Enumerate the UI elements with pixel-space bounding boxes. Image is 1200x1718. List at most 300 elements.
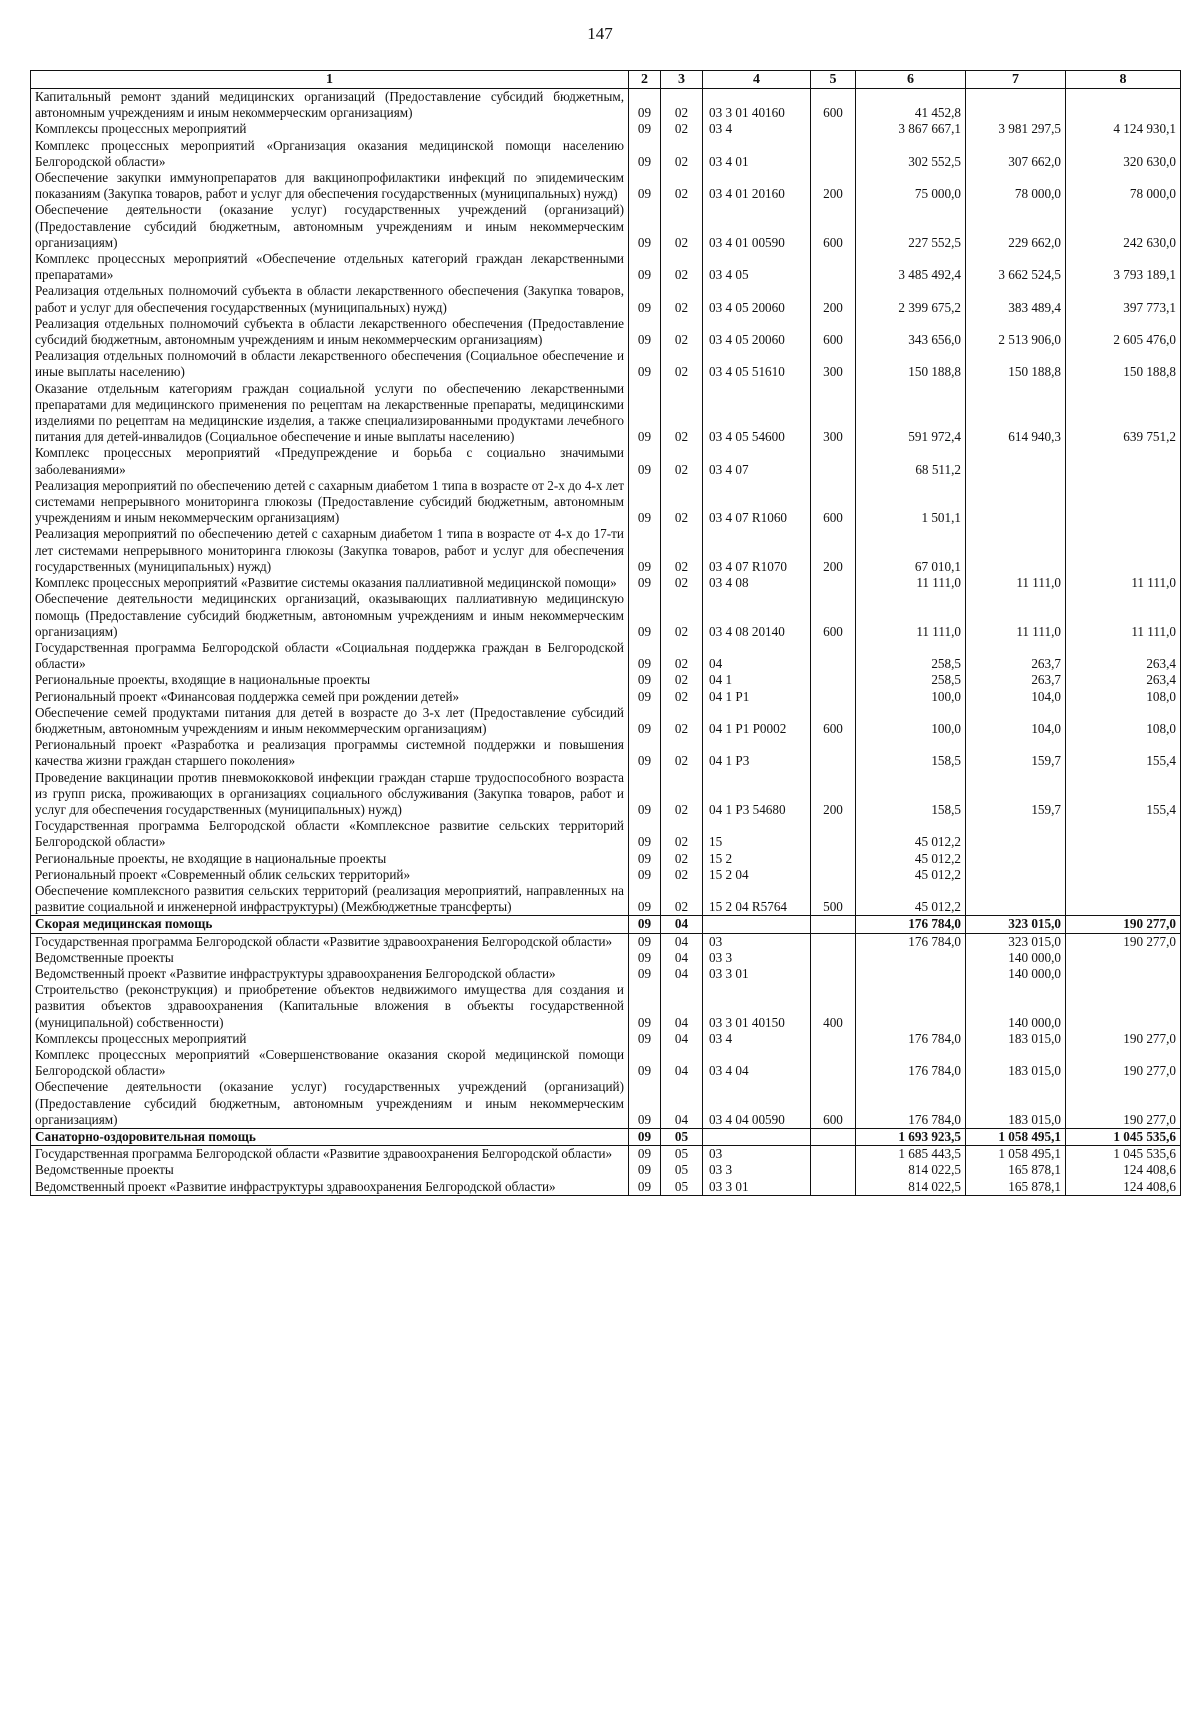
- target-article-code: 03 4 08: [703, 575, 811, 591]
- column-number-header: 6: [856, 71, 966, 89]
- row-name: Ведомственный проект «Развитие инфраструктуры здравоохранения Белгородской области»: [31, 966, 629, 982]
- table-row: [31, 1162, 1181, 1178]
- amount-year-2: [966, 89, 1066, 122]
- section-code: 09: [629, 933, 661, 950]
- amount-year-3: [1066, 966, 1181, 982]
- amount-year-1: 100,0: [856, 689, 966, 705]
- expense-type-code: [811, 138, 856, 170]
- expense-type-code: 600: [811, 478, 856, 527]
- section-code: 09: [629, 1162, 661, 1178]
- target-article-code: 03 4 05 54600: [703, 381, 811, 446]
- amount-year-2: 150 188,8: [966, 348, 1066, 380]
- amount-year-3: 78 000,0: [1066, 170, 1181, 202]
- row-name: Ведомственные проекты: [31, 1162, 629, 1178]
- subsection-code: 02: [661, 591, 703, 640]
- section-row: [31, 1129, 1181, 1146]
- target-article-code: 03 4 07 R1060: [703, 478, 811, 527]
- amount-year-1: 45 012,2: [856, 851, 966, 867]
- subsection-code: 02: [661, 202, 703, 251]
- amount-year-1: 343 656,0: [856, 316, 966, 348]
- target-article-code: 03 4 05 20060: [703, 316, 811, 348]
- expense-type-code: 200: [811, 283, 856, 315]
- target-article-code: 03 4 07: [703, 445, 811, 477]
- section-code: 09: [629, 478, 661, 527]
- section-code: 09: [629, 170, 661, 202]
- amount-year-3: [1066, 89, 1181, 122]
- table-row: [31, 575, 1181, 591]
- subsection-code: 02: [661, 851, 703, 867]
- row-name: Реализация отдельных полномочий субъекта в области лекарственного обеспечения (Предоставление субсидий бюджетным, автономным учреждениям и иным некоммерческим организациям): [31, 316, 629, 348]
- column-number-header-row: [31, 71, 1181, 89]
- column-number-header: 2: [629, 71, 661, 89]
- target-article-code: 03: [703, 1146, 811, 1163]
- row-name: Региональные проекты, входящие в национальные проекты: [31, 672, 629, 688]
- subsection-code: 02: [661, 121, 703, 137]
- table-row: [31, 251, 1181, 283]
- row-name: Скорая медицинская помощь: [31, 916, 629, 933]
- expense-type-code: 600: [811, 89, 856, 122]
- expense-type-code: [811, 689, 856, 705]
- expense-type-code: [811, 672, 856, 688]
- amount-year-2: 614 940,3: [966, 381, 1066, 446]
- amount-year-1: 814 022,5: [856, 1179, 966, 1196]
- table-row: [31, 818, 1181, 850]
- amount-year-2: [966, 445, 1066, 477]
- amount-year-2: 183 015,0: [966, 1031, 1066, 1047]
- expense-type-code: [811, 867, 856, 883]
- row-name: Ведомственный проект «Развитие инфраструктуры здравоохранения Белгородской области»: [31, 1179, 629, 1196]
- row-name: Реализация отдельных полномочий субъекта в области лекарственного обеспечения (Закупка товаров, работ и услуг для обеспечения государственных (муниципальных) нужд): [31, 283, 629, 315]
- expense-type-code: [811, 851, 856, 867]
- amount-year-1: 176 784,0: [856, 1047, 966, 1079]
- subsection-code: 04: [661, 950, 703, 966]
- expense-type-code: 600: [811, 1079, 856, 1128]
- row-name: Государственная программа Белгородской области «Социальная поддержка граждан в Белгородской области»: [31, 640, 629, 672]
- table-row: [31, 883, 1181, 916]
- amount-year-3: 124 408,6: [1066, 1162, 1181, 1178]
- amount-year-2: [966, 478, 1066, 527]
- amount-year-1: 68 511,2: [856, 445, 966, 477]
- subsection-code: 04: [661, 1047, 703, 1079]
- section-code: 09: [629, 672, 661, 688]
- target-article-code: 03 4 05: [703, 251, 811, 283]
- amount-year-1: [856, 982, 966, 1031]
- section-code: 09: [629, 966, 661, 982]
- expense-type-code: [811, 950, 856, 966]
- target-article-code: 03 3 01: [703, 1179, 811, 1196]
- table-row: [31, 950, 1181, 966]
- section-code: 09: [629, 1047, 661, 1079]
- row-name: Обеспечение семей продуктами питания для детей в возрасте до 3-х лет (Предоставление субсидий бюджетным, автономным учреждениям и иным некоммерческим организациям): [31, 705, 629, 737]
- expense-type-code: 300: [811, 348, 856, 380]
- amount-year-2: 307 662,0: [966, 138, 1066, 170]
- amount-year-1: 100,0: [856, 705, 966, 737]
- row-name: Государственная программа Белгородской области «Развитие здравоохранения Белгородской области»: [31, 933, 629, 950]
- target-article-code: 04 1 P1: [703, 689, 811, 705]
- amount-year-2: 140 000,0: [966, 950, 1066, 966]
- section-code: 09: [629, 770, 661, 819]
- subsection-code: 02: [661, 283, 703, 315]
- section-code: 09: [629, 818, 661, 850]
- row-name: Комплекс процессных мероприятий «Организация оказания медицинской помощи населению Белгородской области»: [31, 138, 629, 170]
- section-code: 09: [629, 640, 661, 672]
- row-name: Государственная программа Белгородской области «Комплексное развитие сельских территорий Белгородской области»: [31, 818, 629, 850]
- amount-year-3: [1066, 478, 1181, 527]
- amount-year-2: [966, 867, 1066, 883]
- section-code: 09: [629, 1129, 661, 1146]
- subsection-code: 02: [661, 867, 703, 883]
- expense-type-code: 500: [811, 883, 856, 916]
- amount-year-3: [1066, 851, 1181, 867]
- amount-year-1: 1 693 923,5: [856, 1129, 966, 1146]
- expense-type-code: 200: [811, 170, 856, 202]
- amount-year-3: 2 605 476,0: [1066, 316, 1181, 348]
- amount-year-2: 183 015,0: [966, 1079, 1066, 1128]
- subsection-code: 02: [661, 445, 703, 477]
- row-name: Обеспечение комплексного развития сельских территорий (реализация мероприятий, направленных на развитие социальной и инженерной инфраструктуры) (Межбюджетные трансферты): [31, 883, 629, 916]
- table-row: [31, 591, 1181, 640]
- expense-type-code: [811, 737, 856, 769]
- amount-year-1: 258,5: [856, 672, 966, 688]
- row-name: Санаторно-оздоровительная помощь: [31, 1129, 629, 1146]
- table-row: [31, 933, 1181, 950]
- amount-year-1: [856, 966, 966, 982]
- row-name: Комплекс процессных мероприятий «Совершенствование оказания скорой медицинской помощи Белгородской области»: [31, 1047, 629, 1079]
- amount-year-2: 140 000,0: [966, 982, 1066, 1031]
- table-row: [31, 1179, 1181, 1196]
- row-name: Обеспечение деятельности медицинских организаций, оказывающих паллиативную медицинскую помощь (Предоставление субсидий бюджетным, автономным учреждениям и иным некоммерческим организациям): [31, 591, 629, 640]
- amount-year-3: [1066, 867, 1181, 883]
- subsection-code: 02: [661, 705, 703, 737]
- table-row: [31, 1031, 1181, 1047]
- expense-type-code: [811, 640, 856, 672]
- amount-year-1: 11 111,0: [856, 575, 966, 591]
- amount-year-1: 258,5: [856, 640, 966, 672]
- amount-year-1: 302 552,5: [856, 138, 966, 170]
- table-row: [31, 526, 1181, 575]
- amount-year-1: 75 000,0: [856, 170, 966, 202]
- amount-year-1: 3 485 492,4: [856, 251, 966, 283]
- amount-year-2: [966, 818, 1066, 850]
- expense-type-code: [811, 445, 856, 477]
- section-code: 09: [629, 1031, 661, 1047]
- amount-year-2: [966, 883, 1066, 916]
- section-code: 09: [629, 316, 661, 348]
- column-number-header: 4: [703, 71, 811, 89]
- target-article-code: 03: [703, 933, 811, 950]
- amount-year-3: 190 277,0: [1066, 916, 1181, 933]
- amount-year-3: 3 793 189,1: [1066, 251, 1181, 283]
- subsection-code: 02: [661, 737, 703, 769]
- table-row: [31, 770, 1181, 819]
- target-article-code: 03 4: [703, 121, 811, 137]
- amount-year-3: 1 045 535,6: [1066, 1129, 1181, 1146]
- subsection-code: 02: [661, 640, 703, 672]
- column-number-header: 5: [811, 71, 856, 89]
- amount-year-1: 45 012,2: [856, 867, 966, 883]
- amount-year-2: 3 981 297,5: [966, 121, 1066, 137]
- amount-year-1: 227 552,5: [856, 202, 966, 251]
- amount-year-3: [1066, 950, 1181, 966]
- subsection-code: 02: [661, 138, 703, 170]
- amount-year-3: 11 111,0: [1066, 575, 1181, 591]
- row-name: Реализация мероприятий по обеспечению детей с сахарным диабетом 1 типа в возрасте от 2-х до 4-х лет системами непрерывного мониторинга глюкозы (Предоставление субсидий бюджетным, автономным учреждениям и иным некоммерческим организациям): [31, 478, 629, 527]
- section-code: 09: [629, 445, 661, 477]
- amount-year-2: [966, 851, 1066, 867]
- subsection-code: 05: [661, 1179, 703, 1196]
- target-article-code: 03 4 01 20160: [703, 170, 811, 202]
- amount-year-3: 639 751,2: [1066, 381, 1181, 446]
- amount-year-3: 190 277,0: [1066, 1047, 1181, 1079]
- section-code: 09: [629, 121, 661, 137]
- section-code: 09: [629, 883, 661, 916]
- subsection-code: 05: [661, 1129, 703, 1146]
- amount-year-3: [1066, 526, 1181, 575]
- target-article-code: 04 1: [703, 672, 811, 688]
- expense-type-code: 600: [811, 591, 856, 640]
- table-row: [31, 1047, 1181, 1079]
- amount-year-2: 263,7: [966, 640, 1066, 672]
- expense-type-code: [811, 1031, 856, 1047]
- row-name: Оказание отдельным категориям граждан социальной услуги по обеспечению лекарственными препаратами для медицинского применения по рецептам на лекарственные препараты, медицинскими изделиями по рецептам на медицинские изделия, а также специализированными продуктами лечебного питания для детей-инвалидов (Социальное обеспечение и иные выплаты населению): [31, 381, 629, 446]
- section-code: 09: [629, 1079, 661, 1128]
- expense-type-code: [811, 121, 856, 137]
- section-code: 09: [629, 916, 661, 933]
- target-article-code: 15: [703, 818, 811, 850]
- expense-type-code: [811, 1146, 856, 1163]
- amount-year-1: 176 784,0: [856, 1031, 966, 1047]
- row-name: Строительство (реконструкция) и приобретение объектов недвижимого имущества для создания и развития объектов здравоохранения (Капитальные вложения в объекты государственной (муниципальной) собственности): [31, 982, 629, 1031]
- section-code: 09: [629, 1146, 661, 1163]
- amount-year-1: 158,5: [856, 770, 966, 819]
- row-name: Комплексы процессных мероприятий: [31, 1031, 629, 1047]
- amount-year-3: 320 630,0: [1066, 138, 1181, 170]
- amount-year-3: 190 277,0: [1066, 1079, 1181, 1128]
- amount-year-2: 104,0: [966, 689, 1066, 705]
- target-article-code: 03 3 01 40150: [703, 982, 811, 1031]
- subsection-code: 02: [661, 770, 703, 819]
- amount-year-1: 1 501,1: [856, 478, 966, 527]
- amount-year-3: 1 045 535,6: [1066, 1146, 1181, 1163]
- amount-year-1: 591 972,4: [856, 381, 966, 446]
- table-row: [31, 445, 1181, 477]
- target-article-code: 04 1 P3: [703, 737, 811, 769]
- expense-type-code: [811, 966, 856, 982]
- section-code: 09: [629, 705, 661, 737]
- target-article-code: [703, 1129, 811, 1146]
- expense-type-code: [811, 1129, 856, 1146]
- amount-year-2: [966, 526, 1066, 575]
- amount-year-1: 176 784,0: [856, 933, 966, 950]
- target-article-code: 03 4: [703, 1031, 811, 1047]
- table-row: [31, 381, 1181, 446]
- subsection-code: 04: [661, 933, 703, 950]
- table-row: [31, 966, 1181, 982]
- subsection-code: 02: [661, 672, 703, 688]
- amount-year-2: 78 000,0: [966, 170, 1066, 202]
- row-name: Региональный проект «Современный облик сельских территорий»: [31, 867, 629, 883]
- amount-year-1: 814 022,5: [856, 1162, 966, 1178]
- table-row: [31, 89, 1181, 122]
- amount-year-3: [1066, 445, 1181, 477]
- subsection-code: 02: [661, 526, 703, 575]
- column-number-header: 8: [1066, 71, 1181, 89]
- amount-year-2: 3 662 524,5: [966, 251, 1066, 283]
- target-article-code: 03 4 07 R1070: [703, 526, 811, 575]
- row-name: Комплекс процессных мероприятий «Предупреждение и борьба с социально значимыми заболеваниями»: [31, 445, 629, 477]
- section-code: 09: [629, 982, 661, 1031]
- target-article-code: 03 4 08 20140: [703, 591, 811, 640]
- subsection-code: 02: [661, 89, 703, 122]
- row-name: Комплекс процессных мероприятий «Развитие системы оказания паллиативной медицинской помощи»: [31, 575, 629, 591]
- target-article-code: 03 3: [703, 950, 811, 966]
- subsection-code: 05: [661, 1146, 703, 1163]
- subsection-code: 02: [661, 478, 703, 527]
- amount-year-1: [856, 950, 966, 966]
- amount-year-3: 4 124 930,1: [1066, 121, 1181, 137]
- amount-year-3: 108,0: [1066, 689, 1181, 705]
- row-name: Капитальный ремонт зданий медицинских организаций (Предоставление субсидий бюджетным, автономным учреждениям и иным некоммерческим организациям): [31, 89, 629, 122]
- amount-year-2: 383 489,4: [966, 283, 1066, 315]
- column-number-header: 3: [661, 71, 703, 89]
- amount-year-3: [1066, 982, 1181, 1031]
- amount-year-2: 11 111,0: [966, 591, 1066, 640]
- target-article-code: 03 4 04 00590: [703, 1079, 811, 1128]
- amount-year-2: 140 000,0: [966, 966, 1066, 982]
- section-row: [31, 916, 1181, 933]
- row-name: Обеспечение деятельности (оказание услуг) государственных учреждений (организаций) (Предоставление субсидий бюджетным, автономным учреждениям и иным некоммерческим организациям): [31, 1079, 629, 1128]
- section-code: 09: [629, 689, 661, 705]
- amount-year-2: 183 015,0: [966, 1047, 1066, 1079]
- target-article-code: 04 1 P3 54680: [703, 770, 811, 819]
- amount-year-1: 67 010,1: [856, 526, 966, 575]
- table-row: [31, 640, 1181, 672]
- expense-type-code: [811, 818, 856, 850]
- section-code: 09: [629, 381, 661, 446]
- subsection-code: 02: [661, 316, 703, 348]
- table-row: [31, 170, 1181, 202]
- target-article-code: 04: [703, 640, 811, 672]
- section-code: 09: [629, 575, 661, 591]
- subsection-code: 02: [661, 348, 703, 380]
- section-code: 09: [629, 251, 661, 283]
- table-row: [31, 737, 1181, 769]
- subsection-code: 02: [661, 689, 703, 705]
- amount-year-3: 155,4: [1066, 737, 1181, 769]
- row-name: Региональный проект «Финансовая поддержка семей при рождении детей»: [31, 689, 629, 705]
- amount-year-3: 124 408,6: [1066, 1179, 1181, 1196]
- column-number-header: 1: [31, 71, 629, 89]
- target-article-code: 15 2 04: [703, 867, 811, 883]
- amount-year-1: 150 188,8: [856, 348, 966, 380]
- amount-year-1: 41 452,8: [856, 89, 966, 122]
- row-name: Региональный проект «Разработка и реализация программы системной поддержки и повышения качества жизни граждан старшего поколения»: [31, 737, 629, 769]
- section-code: 09: [629, 867, 661, 883]
- amount-year-2: 159,7: [966, 770, 1066, 819]
- row-name: Проведение вакцинации против пневмококковой инфекции граждан старше трудоспособного возраста из групп риска, проживающих в организациях социального обслуживания (Закупка товаров, работ и услуг для обеспечения государственных (муниципальных) нужд): [31, 770, 629, 819]
- budget-table: [30, 70, 1181, 1196]
- column-number-header: 7: [966, 71, 1066, 89]
- subsection-code: 04: [661, 982, 703, 1031]
- amount-year-3: 397 773,1: [1066, 283, 1181, 315]
- table-body: [31, 89, 1181, 1196]
- table-row: [31, 138, 1181, 170]
- amount-year-1: 158,5: [856, 737, 966, 769]
- amount-year-1: 2 399 675,2: [856, 283, 966, 315]
- target-article-code: 03 4 01 00590: [703, 202, 811, 251]
- expense-type-code: 300: [811, 381, 856, 446]
- section-code: 09: [629, 851, 661, 867]
- amount-year-3: [1066, 818, 1181, 850]
- row-name: Реализация мероприятий по обеспечению детей с сахарным диабетом 1 типа в возрасте от 4-х до 17-ти лет системами непрерывного мониторинга глюкозы (Закупка товаров, работ и услуг для обеспечения государственных (муниципальных) нужд): [31, 526, 629, 575]
- amount-year-1: 45 012,2: [856, 883, 966, 916]
- expense-type-code: 200: [811, 526, 856, 575]
- section-code: 09: [629, 348, 661, 380]
- amount-year-2: 323 015,0: [966, 916, 1066, 933]
- section-code: 09: [629, 283, 661, 315]
- table-row: [31, 982, 1181, 1031]
- row-name: Обеспечение деятельности (оказание услуг) государственных учреждений (организаций) (Предоставление субсидий бюджетным, автономным учреждениям и иным некоммерческим организациям): [31, 202, 629, 251]
- table-row: [31, 705, 1181, 737]
- amount-year-3: 108,0: [1066, 705, 1181, 737]
- amount-year-3: 263,4: [1066, 640, 1181, 672]
- expense-type-code: [811, 1179, 856, 1196]
- expense-type-code: 200: [811, 770, 856, 819]
- subsection-code: 04: [661, 1079, 703, 1128]
- expense-type-code: 600: [811, 316, 856, 348]
- table-row: [31, 672, 1181, 688]
- subsection-code: 05: [661, 1162, 703, 1178]
- subsection-code: 02: [661, 818, 703, 850]
- amount-year-2: 159,7: [966, 737, 1066, 769]
- section-code: 09: [629, 591, 661, 640]
- amount-year-3: 263,4: [1066, 672, 1181, 688]
- expense-type-code: [811, 1047, 856, 1079]
- subsection-code: 04: [661, 966, 703, 982]
- amount-year-2: 104,0: [966, 705, 1066, 737]
- target-article-code: 04 1 P1 P0002: [703, 705, 811, 737]
- expense-type-code: [811, 575, 856, 591]
- target-article-code: [703, 916, 811, 933]
- row-name: Обеспечение закупки иммунопрепаратов для вакцинопрофилактики инфекций по эпидемическим показаниям (Закупка товаров, работ и услуг для обеспечения государственных (муниципальных) нужд): [31, 170, 629, 202]
- amount-year-1: 1 685 443,5: [856, 1146, 966, 1163]
- table-row: [31, 689, 1181, 705]
- row-name: Комплексы процессных мероприятий: [31, 121, 629, 137]
- row-name: Ведомственные проекты: [31, 950, 629, 966]
- subsection-code: 02: [661, 381, 703, 446]
- amount-year-2: 1 058 495,1: [966, 1146, 1066, 1163]
- expense-type-code: [811, 1162, 856, 1178]
- target-article-code: 15 2 04 R5764: [703, 883, 811, 916]
- amount-year-2: 165 878,1: [966, 1179, 1066, 1196]
- target-article-code: 03 3: [703, 1162, 811, 1178]
- section-code: 09: [629, 737, 661, 769]
- subsection-code: 04: [661, 916, 703, 933]
- amount-year-1: 3 867 667,1: [856, 121, 966, 137]
- amount-year-3: 150 188,8: [1066, 348, 1181, 380]
- expense-type-code: [811, 933, 856, 950]
- subsection-code: 02: [661, 883, 703, 916]
- section-code: 09: [629, 89, 661, 122]
- section-code: 09: [629, 950, 661, 966]
- amount-year-3: 11 111,0: [1066, 591, 1181, 640]
- expense-type-code: 400: [811, 982, 856, 1031]
- section-code: 09: [629, 138, 661, 170]
- amount-year-1: 176 784,0: [856, 1079, 966, 1128]
- amount-year-1: 176 784,0: [856, 916, 966, 933]
- expense-type-code: [811, 916, 856, 933]
- amount-year-3: 242 630,0: [1066, 202, 1181, 251]
